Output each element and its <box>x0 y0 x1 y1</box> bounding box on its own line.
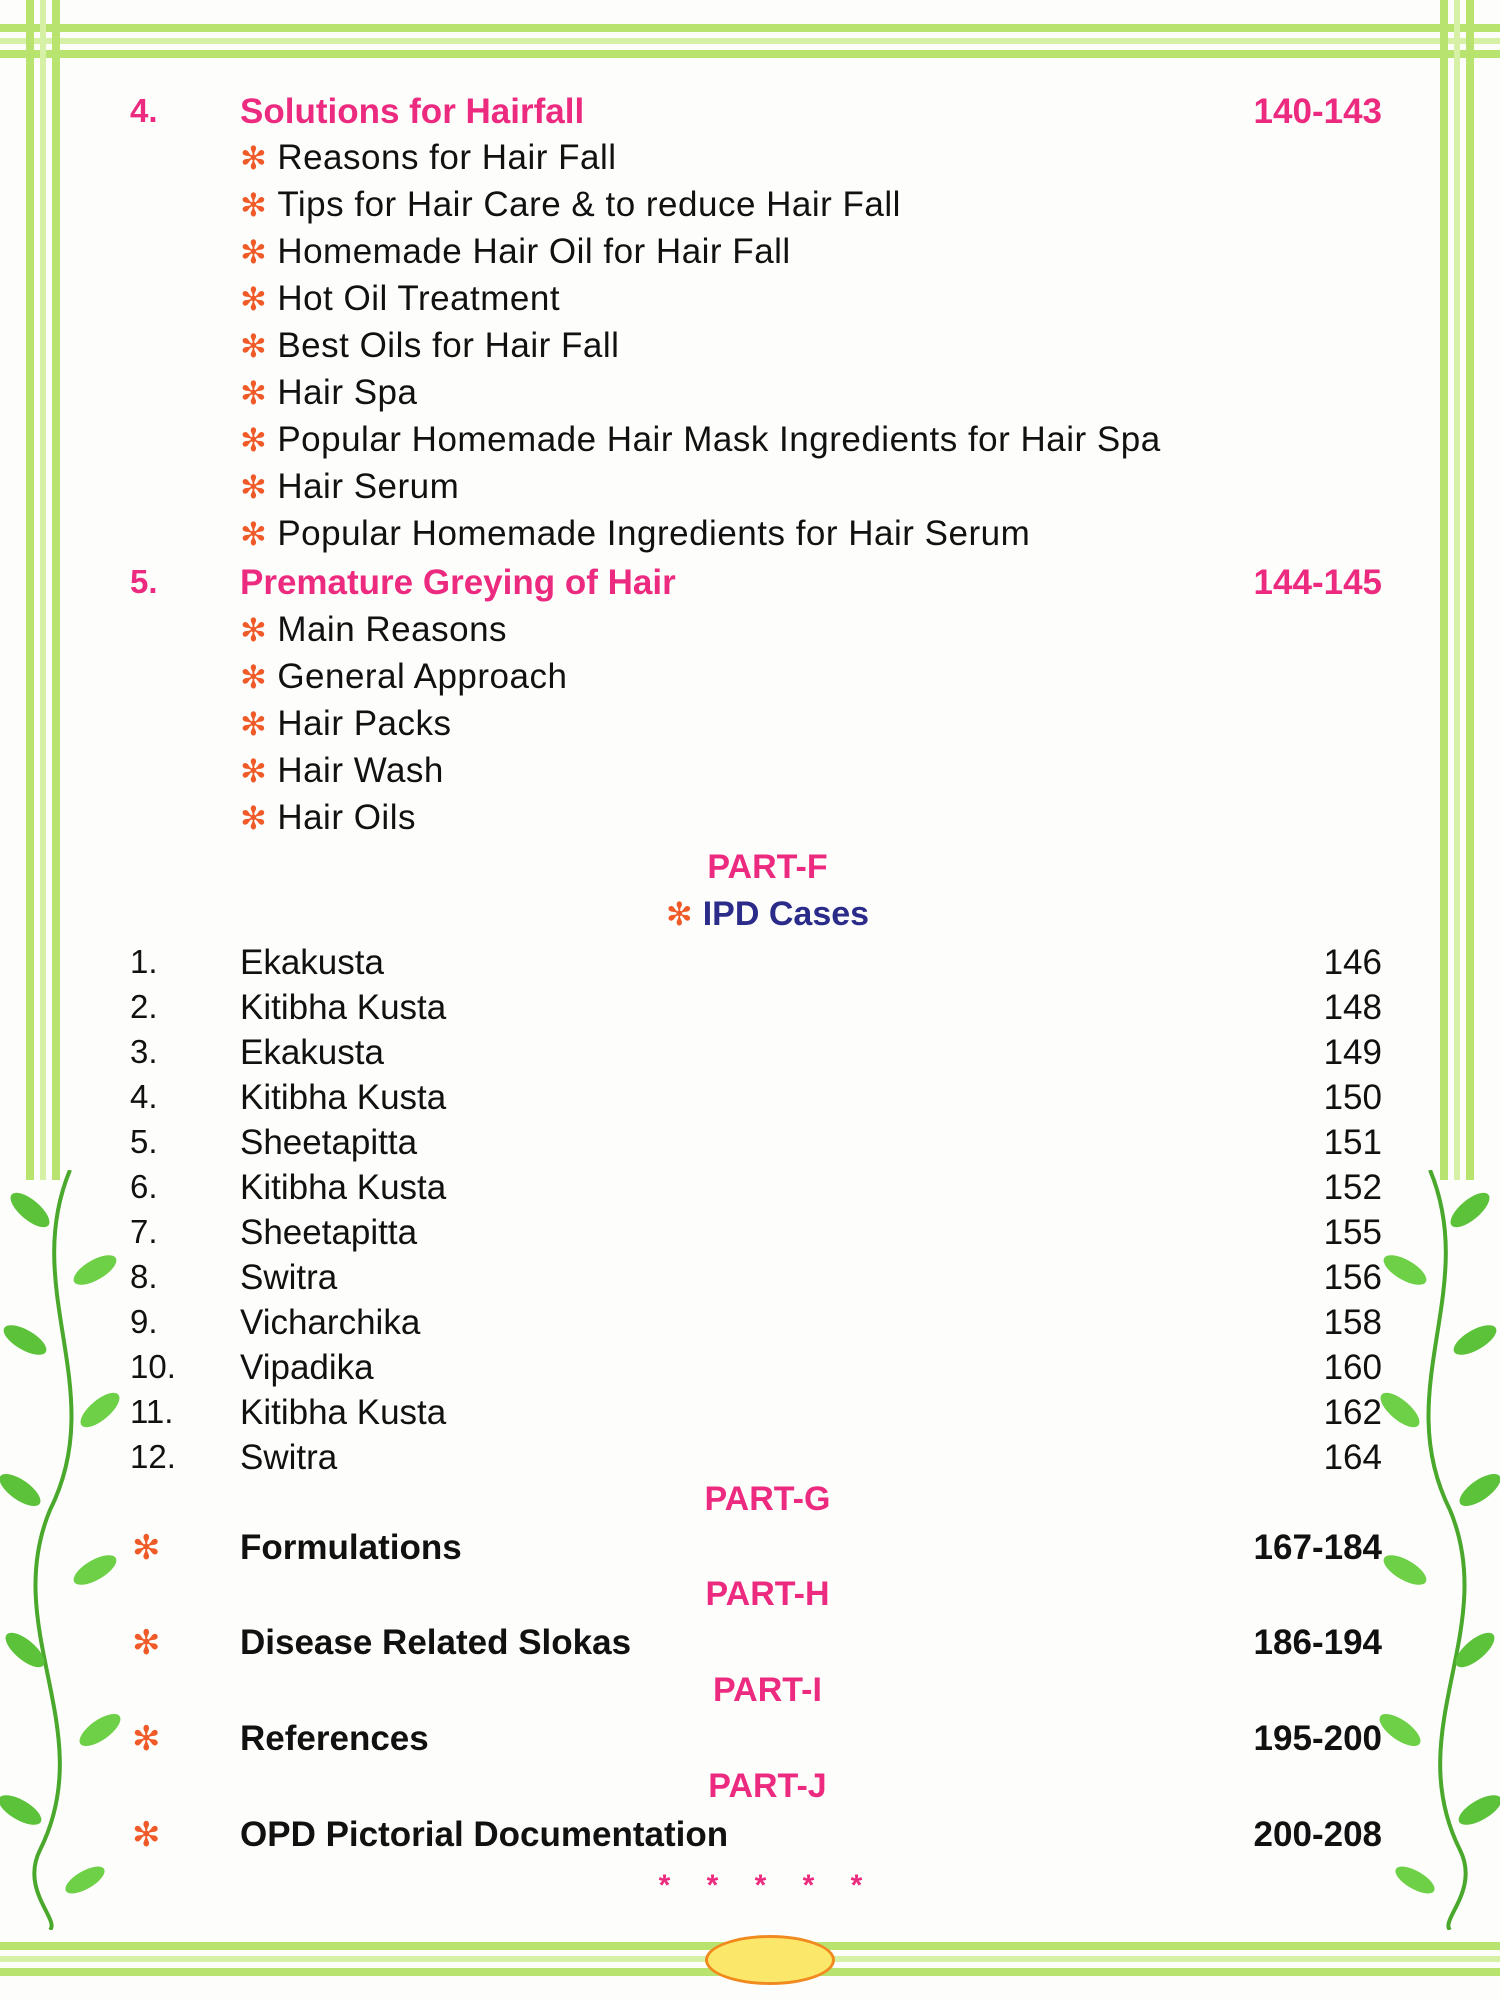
asterisk-bullet-icon: ✻ <box>132 1529 161 1567</box>
case-name: Kitibha Kusta <box>240 1393 447 1432</box>
case-number: 10. <box>130 1348 176 1385</box>
case-number: 5. <box>130 1123 158 1160</box>
section-pages: 140-143 <box>1253 92 1382 131</box>
list-item-label: Hot Oil Treatment <box>277 279 561 318</box>
list-item-label: Popular Homemade Ingredients for Hair Serum <box>277 514 1031 553</box>
part-title: Disease Related Slokas <box>240 1623 632 1662</box>
case-page: 156 <box>1323 1258 1382 1297</box>
table-row[interactable] <box>0 1303 1500 1349</box>
case-name: Sheetapitta <box>240 1123 418 1162</box>
asterisk-bullet-icon: ✻ <box>132 1816 161 1854</box>
case-name: Ekakusta <box>240 943 384 982</box>
part-f-heading: PART-F <box>707 848 828 886</box>
toc-part-j[interactable] <box>0 1815 1500 1861</box>
asterisk-bullet-icon: ✻ <box>132 1720 161 1758</box>
table-row[interactable] <box>0 1438 1500 1484</box>
list-item[interactable] <box>0 185 1500 231</box>
case-number: 9. <box>130 1303 158 1340</box>
case-name: Kitibha Kusta <box>240 988 447 1027</box>
list-item[interactable] <box>0 657 1500 703</box>
table-row[interactable] <box>0 1393 1500 1439</box>
case-name: Sheetapitta <box>240 1213 418 1252</box>
part-f-subheading <box>0 895 1500 934</box>
list-item-label: Hair Serum <box>277 467 460 506</box>
part-pages: 186-194 <box>1253 1623 1382 1662</box>
list-item[interactable] <box>0 751 1500 797</box>
asterisk-bullet-icon: ✻ <box>240 800 268 836</box>
table-row[interactable] <box>0 1213 1500 1259</box>
case-number: 2. <box>130 988 158 1025</box>
asterisk-bullet-icon: ✻ <box>132 1624 161 1662</box>
part-g-heading: PART-G <box>704 1480 831 1518</box>
table-row[interactable] <box>0 1033 1500 1079</box>
list-item[interactable] <box>0 514 1500 560</box>
list-item[interactable] <box>0 326 1500 372</box>
end-mark <box>0 1865 1500 1904</box>
asterisk-bullet-icon: ✻ <box>240 516 268 552</box>
toc-part-h[interactable] <box>0 1623 1500 1669</box>
part-pages: 195-200 <box>1253 1719 1382 1758</box>
table-row[interactable] <box>0 943 1500 989</box>
asterisk-bullet-icon: ✻ <box>240 375 268 411</box>
case-page: 158 <box>1323 1303 1382 1342</box>
toc-part-i[interactable] <box>0 1719 1500 1765</box>
table-row[interactable] <box>0 1123 1500 1169</box>
toc-section-5[interactable] <box>0 563 1500 609</box>
asterisk-bullet-icon: ✻ <box>240 187 268 223</box>
part-title: References <box>240 1719 429 1758</box>
asterisk-bullet-icon: ✻ <box>240 469 268 505</box>
list-item[interactable] <box>0 373 1500 419</box>
case-page: 155 <box>1323 1213 1382 1252</box>
table-row[interactable] <box>0 988 1500 1034</box>
toc-part-g[interactable] <box>0 1528 1500 1574</box>
case-page: 150 <box>1323 1078 1382 1117</box>
list-item[interactable] <box>0 610 1500 656</box>
case-page: 162 <box>1323 1393 1382 1432</box>
page-number-oval <box>705 1935 835 1985</box>
case-page: 148 <box>1323 988 1382 1027</box>
list-item[interactable] <box>0 798 1500 844</box>
case-page: 146 <box>1323 943 1382 982</box>
table-row[interactable] <box>0 1168 1500 1214</box>
case-page: 160 <box>1323 1348 1382 1387</box>
asterisk-bullet-icon: ✻ <box>240 234 268 270</box>
case-number: 12. <box>130 1438 176 1475</box>
ipd-cases-title: IPD Cases <box>702 895 870 933</box>
case-number: 11. <box>130 1393 174 1430</box>
case-number: 7. <box>130 1213 158 1250</box>
list-item[interactable] <box>0 279 1500 325</box>
list-item-label: Hair Packs <box>277 704 452 743</box>
table-row[interactable] <box>0 1078 1500 1124</box>
case-name: Vicharchika <box>240 1303 421 1342</box>
case-number: 1. <box>130 943 158 980</box>
case-name: Kitibha Kusta <box>240 1078 447 1117</box>
case-number: 4. <box>130 1078 158 1115</box>
list-item-label: Main Reasons <box>277 610 508 649</box>
list-item-label: Popular Homemade Hair Mask Ingredients for Hair Spa <box>277 420 1161 459</box>
list-item-label: Hair Spa <box>277 373 418 412</box>
list-item-label: Tips for Hair Care & to reduce Hair Fall <box>277 185 901 224</box>
case-page: 151 <box>1323 1123 1382 1162</box>
list-item-label: General Approach <box>277 657 568 696</box>
section-title: Premature Greying of Hair <box>240 563 676 602</box>
asterisk-bullet-icon: ✻ <box>240 753 268 789</box>
list-item[interactable] <box>0 138 1500 184</box>
part-title: Formulations <box>240 1528 462 1567</box>
case-name: Kitibha Kusta <box>240 1168 447 1207</box>
list-item[interactable] <box>0 704 1500 750</box>
table-row[interactable] <box>0 1258 1500 1304</box>
case-name: Ekakusta <box>240 1033 384 1072</box>
part-pages: 200-208 <box>1253 1815 1382 1854</box>
case-page: 164 <box>1323 1438 1382 1477</box>
part-j-heading: PART-J <box>708 1767 827 1805</box>
toc-section-4[interactable] <box>0 92 1500 138</box>
part-pages: 167-184 <box>1253 1528 1382 1567</box>
asterisk-bullet-icon: ✻ <box>240 612 268 648</box>
case-name: Vipadika <box>240 1348 374 1387</box>
case-number: 3. <box>130 1033 158 1070</box>
list-item-label: Best Oils for Hair Fall <box>277 326 620 365</box>
asterisk-bullet-icon: ✻ <box>240 706 268 742</box>
table-row[interactable] <box>0 1348 1500 1394</box>
part-title: OPD Pictorial Documentation <box>240 1815 729 1854</box>
section-title: Solutions for Hairfall <box>240 92 585 131</box>
list-item-label: Hair Oils <box>277 798 416 837</box>
asterisk-bullet-icon: ✻ <box>240 281 268 317</box>
list-item-label: Hair Wash <box>277 751 444 790</box>
asterisk-bullet-icon: ✻ <box>240 422 268 458</box>
list-item[interactable] <box>0 467 1500 513</box>
asterisk-bullet-icon: ✻ <box>240 328 268 364</box>
asterisk-bullet-icon: ✻ <box>665 896 693 932</box>
part-i-heading: PART-I <box>713 1671 822 1709</box>
end-asterisks: * * * * * <box>658 1869 877 1902</box>
case-number: 8. <box>130 1258 158 1295</box>
section-number: 5. <box>130 563 158 600</box>
case-number: 6. <box>130 1168 158 1205</box>
list-item-label: Reasons for Hair Fall <box>277 138 617 177</box>
case-name: Switra <box>240 1258 338 1297</box>
list-item[interactable] <box>0 420 1500 466</box>
list-item[interactable] <box>0 232 1500 278</box>
case-page: 149 <box>1323 1033 1382 1072</box>
section-number: 4. <box>130 92 158 129</box>
case-page: 152 <box>1323 1168 1382 1207</box>
section-pages: 144-145 <box>1253 563 1382 602</box>
asterisk-bullet-icon: ✻ <box>240 140 268 176</box>
part-h-heading: PART-H <box>705 1575 830 1613</box>
case-name: Switra <box>240 1438 338 1477</box>
list-item-label: Homemade Hair Oil for Hair Fall <box>277 232 791 271</box>
asterisk-bullet-icon: ✻ <box>240 659 268 695</box>
